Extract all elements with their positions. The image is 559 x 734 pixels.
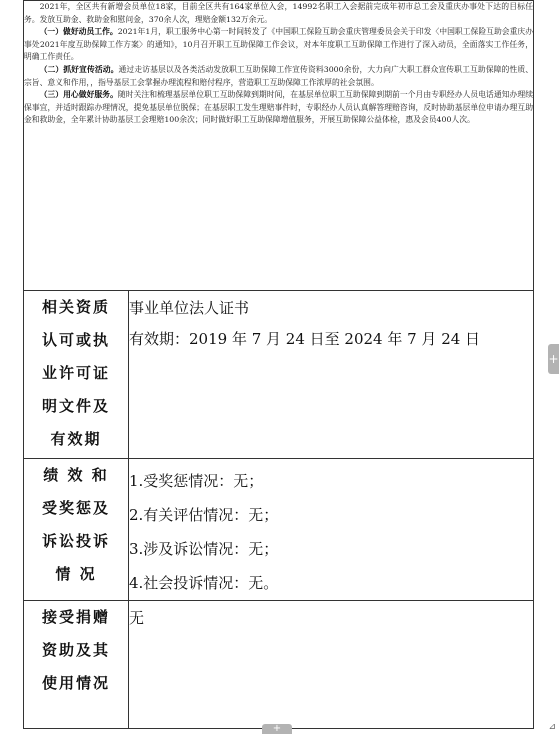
- qualifications-content: [129, 291, 534, 459]
- row-qualifications: [24, 291, 534, 459]
- summary-paragraph: （三）用心做好服务。随时关注和梳理基层单位职工互助保障到期时间，在基层单位职工互助保障到期前一个月由专职经办人员电话通知办理续保事宜，并适时跟踪办理情况，提免基层单位脱保；在基层职工发生理赔事件时，专职经办人员认真解答理赔咨询，反时协助基层单位申请办理互助金和救助金，全年累计协助基层工会理赔100余次；同时做好职工互助保障增值服务，开展互助保障公益体检，惠及会员400人次。: [24, 90, 533, 125]
- resize-corner-icon: ⊿: [548, 722, 556, 732]
- donations-content: [129, 601, 534, 729]
- evaluation-item: 2.有关评估情况：无；: [129, 506, 279, 524]
- summary-paragraph: 2021年，全区共有新增会员单位18家，目前全区共有164家单位入会，14992名职工入会据前完成年初市总工会及重庆办事处下达的目标任务。发放互助金、救助金和慰问金，370余人次，理赔金额132万余元。: [24, 2, 533, 24]
- row-performance: [24, 459, 534, 601]
- litigation-item: 3.涉及诉讼情况：无；: [129, 540, 279, 558]
- expand-bottom-panel-icon[interactable]: +: [262, 724, 292, 734]
- donations-label: 接受捐赠 资助及其 使用情况: [24, 601, 129, 729]
- complaints-item: 4.社会投诉情况：无。: [129, 574, 279, 592]
- expand-side-panel-icon[interactable]: +: [548, 344, 559, 374]
- performance-label: 绩 效 和 受奖惩及 诉讼投诉 情 况: [24, 459, 129, 601]
- report-table: [23, 0, 534, 729]
- work-summary-cell: [24, 1, 534, 291]
- summary-paragraph: （一）做好动员工作。2021年1月，职工服务中心第一时间转发了《中国职工保险互助会重庆管理委员会关于印发〈中国职工保险互助会重庆办事处2021年度互助保障工作方案〉的通知》，10月召开职工互助保障工作会议，对本年度职工互助保障工作进行了深入动员，全面落实工作任务，明确工作责任。: [24, 27, 533, 62]
- performance-content: [129, 459, 534, 601]
- certificate-validity: 有效期：2019 年 7 月 24 日至 2024 年 7 月 24 日: [129, 330, 481, 348]
- row-donations: [24, 601, 534, 729]
- awards-item: 1.受奖惩情况：无；: [129, 472, 264, 490]
- donations-value: 无: [129, 609, 145, 627]
- qualifications-label: 相关资质 认可或执 业许可证 明文件及 有效期: [24, 291, 129, 459]
- row-work-summary: [24, 1, 534, 291]
- certificate-name: 事业单位法人证书: [129, 299, 250, 317]
- summary-paragraph: （二）抓好宣传活动。通过走访基层以及各类活动发放职工互助保障工作宣传资料3000余份，大力向广大职工群众宣传职工互助保障的性质、宗旨、意义和作用，，指导基层工会掌握办理流程和赔付程序，营造职工互助保障工作浓厚的社会氛围。: [24, 64, 534, 87]
